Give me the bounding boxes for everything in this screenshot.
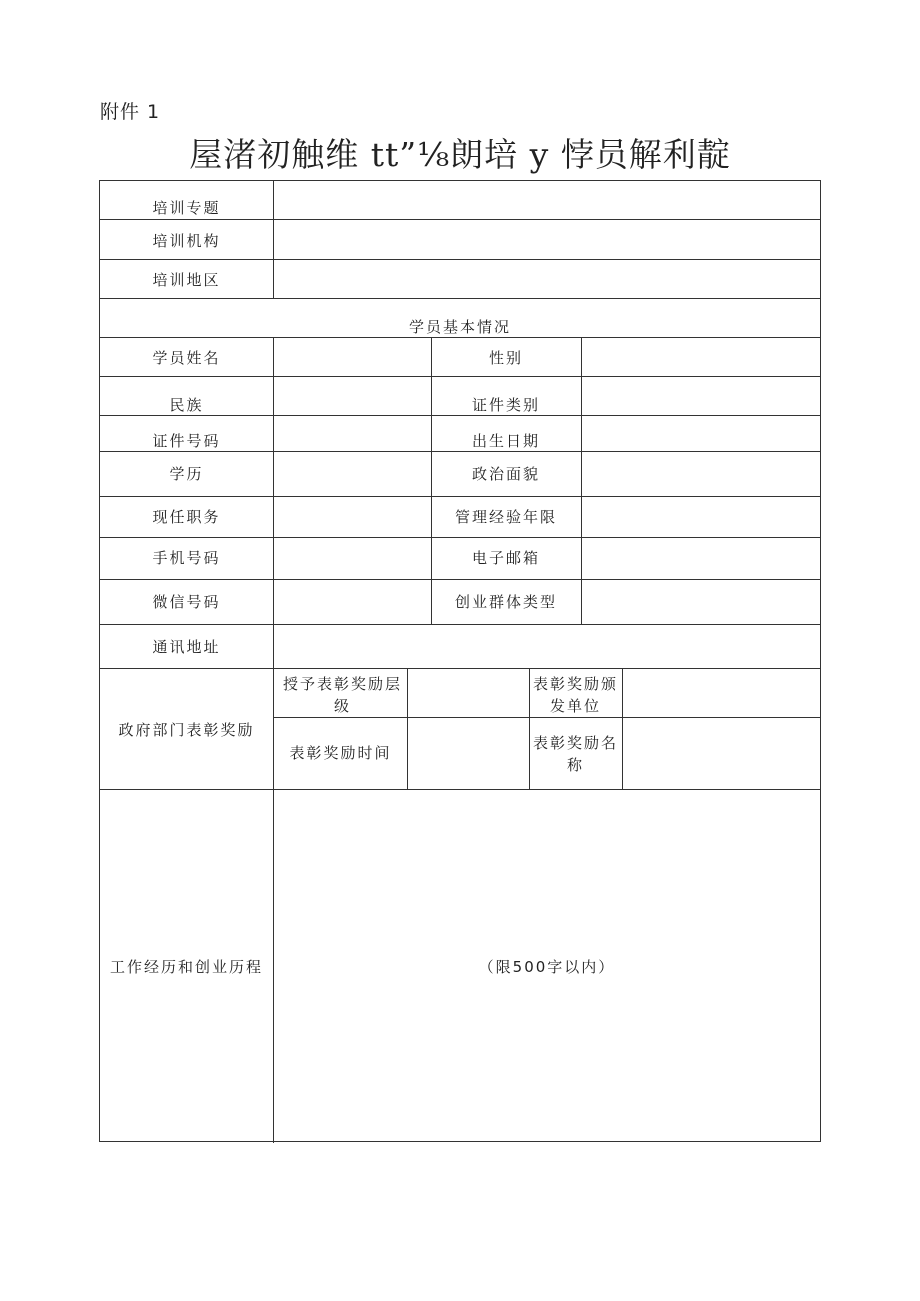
mgmt-years-field[interactable] (582, 497, 820, 537)
label-id-type: 证件类别 (471, 396, 540, 414)
award-time-field[interactable] (408, 718, 529, 789)
address-field[interactable] (274, 625, 820, 668)
position-field[interactable] (274, 497, 431, 537)
label-region: 培训地区 (152, 271, 221, 289)
award-name-field[interactable] (623, 718, 820, 789)
limit-note: （限500字以内） (478, 958, 616, 976)
section-heading: 学员基本情况 (408, 318, 511, 336)
region-field[interactable] (274, 260, 820, 298)
political-status-field[interactable] (582, 452, 820, 496)
topic-field[interactable] (274, 181, 820, 219)
group-type-field[interactable] (582, 580, 820, 624)
label-work-history: 工作经历和创业历程 (109, 958, 263, 976)
birth-date-field[interactable] (582, 416, 820, 451)
name-field[interactable] (274, 338, 431, 376)
label-education: 学历 (169, 465, 204, 483)
email-field[interactable] (582, 538, 820, 579)
label-award-level: 授予表彰奖励层级 (282, 675, 402, 715)
label-group-type: 创业群体类型 (454, 593, 557, 611)
institution-field[interactable] (274, 220, 820, 259)
label-award-name: 表彰奖励名称 (532, 734, 618, 774)
label-phone: 手机号码 (152, 549, 221, 567)
label-topic: 培训专题 (152, 199, 221, 217)
label-wechat: 微信号码 (152, 593, 221, 611)
label-birth-date: 出生日期 (471, 432, 540, 450)
label-institution: 培训机构 (152, 232, 221, 250)
label-email: 电子邮箱 (471, 549, 540, 567)
wechat-field[interactable] (274, 580, 431, 624)
attachment-label: 附件 1 (100, 101, 161, 123)
phone-field[interactable] (274, 538, 431, 579)
label-mgmt-years: 管理经验年限 (454, 508, 557, 526)
label-address: 通讯地址 (152, 638, 221, 656)
page-title: 屋渚初触维 tt”⅛朗培 y 悖员解利靛 (189, 135, 731, 174)
label-name: 学员姓名 (152, 349, 221, 367)
education-field[interactable] (274, 452, 431, 496)
label-award: 政府部门表彰奖励 (118, 721, 255, 739)
award-level-field[interactable] (408, 669, 529, 717)
ethnicity-field[interactable] (274, 377, 431, 415)
label-id-number: 证件号码 (152, 432, 221, 450)
label-award-issuer: 表彰奖励颁发单位 (532, 675, 618, 715)
label-award-time: 表彰奖励时间 (289, 744, 392, 762)
label-ethnicity: 民族 (169, 396, 204, 414)
label-position: 现任职务 (152, 508, 221, 526)
registration-form (99, 180, 821, 1142)
id-type-field[interactable] (582, 377, 820, 415)
id-number-field[interactable] (274, 416, 431, 451)
label-gender: 性别 (488, 349, 523, 367)
award-issuer-field[interactable] (623, 669, 820, 717)
label-political-status: 政治面貌 (471, 465, 540, 483)
gender-field[interactable] (582, 338, 820, 376)
